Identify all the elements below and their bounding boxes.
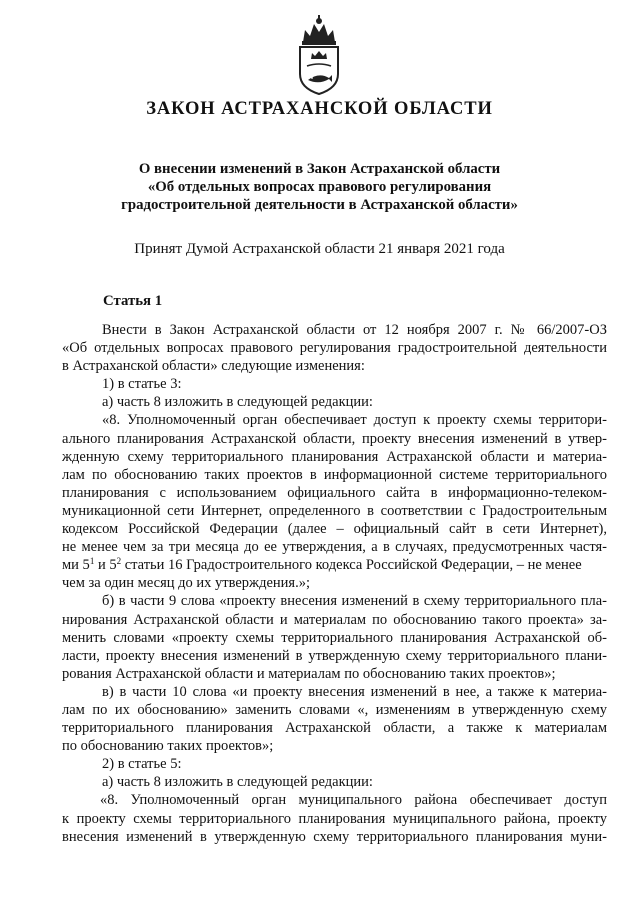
text-line: планирования с использованием официального сайта в информационно-телеком- — [62, 484, 607, 501]
text-line: муникационной сети Интернет, определенного в соответствии с Градостроительным — [62, 502, 607, 519]
subtitle-line: «Об отдельных вопросах правового регулирования — [147, 179, 492, 195]
subtitle-line: градостроительной деятельности в Астраханской области» — [121, 197, 518, 213]
text-line: лам по обоснованию таких проектов в информационной системе территориального — [62, 466, 607, 483]
subtitle-line: О внесении изменений в Закон Астраханской области — [138, 161, 501, 177]
text-line: ального планирования Астраханской области, проекту внесения изменений в утвер- — [62, 430, 607, 447]
text-fragment: ми 5 — [62, 557, 90, 574]
text-line: жденную схему территориального планирования Астраханской области и материа- — [62, 448, 607, 465]
text-line: Внести в Закон Астраханской области от 12 ноября 2007 г. № 66/2007-ОЗ — [102, 322, 607, 338]
text-line: 1) в статье 3: — [102, 376, 182, 393]
text-line: б) в части 9 слова «проекту внесения изменений в схему территориального пла- — [102, 593, 607, 610]
text-line: «Об отдельных вопросах правового регулирования градостроительной деятельности — [62, 340, 607, 357]
superscript: 2 — [116, 556, 122, 567]
text-line: 2) в статье 5: — [102, 756, 182, 773]
text-fragment: и 5 — [94, 557, 117, 574]
text-line: по обоснованию таких проектов»; — [62, 738, 274, 755]
text-line: «8. Уполномоченный орган обеспечивает доступ к проекту схемы территори- — [102, 412, 607, 429]
text-line: а) часть 8 изложить в следующей редакции: — [102, 774, 373, 791]
text-line: менить словами «проекту схемы территориального планирования Астраханской об- — [62, 629, 607, 646]
article-body — [62, 321, 607, 846]
text-line: в) в части 10 слова «и проекту внесения изменений в нее, а также к материа- — [102, 683, 607, 700]
astrakhan-coat-of-arms-icon — [293, 14, 345, 96]
text-line-with-superscripts — [62, 556, 607, 574]
text-line: внесения изменений в утвержденную схему территориального планирования муни- — [62, 828, 607, 845]
text-line: к проекту схемы территориального планирования муниципального района, проекту — [62, 810, 607, 827]
document-subtitle — [60, 160, 579, 214]
text-line: нирования Астраханской области и материалам по обоснованию такого проекта» за- — [62, 611, 607, 628]
document-title: ЗАКОН АСТРАХАНСКОЙ ОБЛАСТИ — [146, 99, 493, 119]
text-fragment: статьи 16 Градостроительного кодекса Российской Федерации, – не менее — [121, 557, 582, 574]
text-line: а) часть 8 изложить в следующей редакции: — [102, 394, 373, 411]
text-line: рования Астраханской области и материалам по обоснованию таких проектов»; — [62, 665, 556, 682]
text-line: чем за один месяц до их утверждения.»; — [62, 575, 310, 592]
text-line: кодексом Российской Федерации (далее – официальный сайт в сети Интернет), — [62, 521, 607, 538]
text-line: лам по их обоснованию» заменить словами «, изменениям в утвержденную схему — [62, 701, 607, 718]
text-line: «8. Уполномоченный орган муниципального района обеспечивает доступ — [100, 792, 607, 809]
adoption-note: Принят Думой Астраханской области 21 января 2021 года — [134, 241, 505, 257]
article-heading: Статья 1 — [103, 293, 163, 309]
text-line: не менее чем за три месяца до ее утверждения, а в случаях, предусмотренных частя- — [62, 539, 607, 556]
text-line: в Астраханской области» следующие изменения: — [62, 358, 365, 375]
text-line: ласти, проекту внесения изменений в утвержденную схему территориального плани- — [62, 647, 607, 664]
superscript: 1 — [89, 556, 95, 567]
text-line: территориального планирования Астраханской области, а также к материалам — [62, 720, 607, 737]
